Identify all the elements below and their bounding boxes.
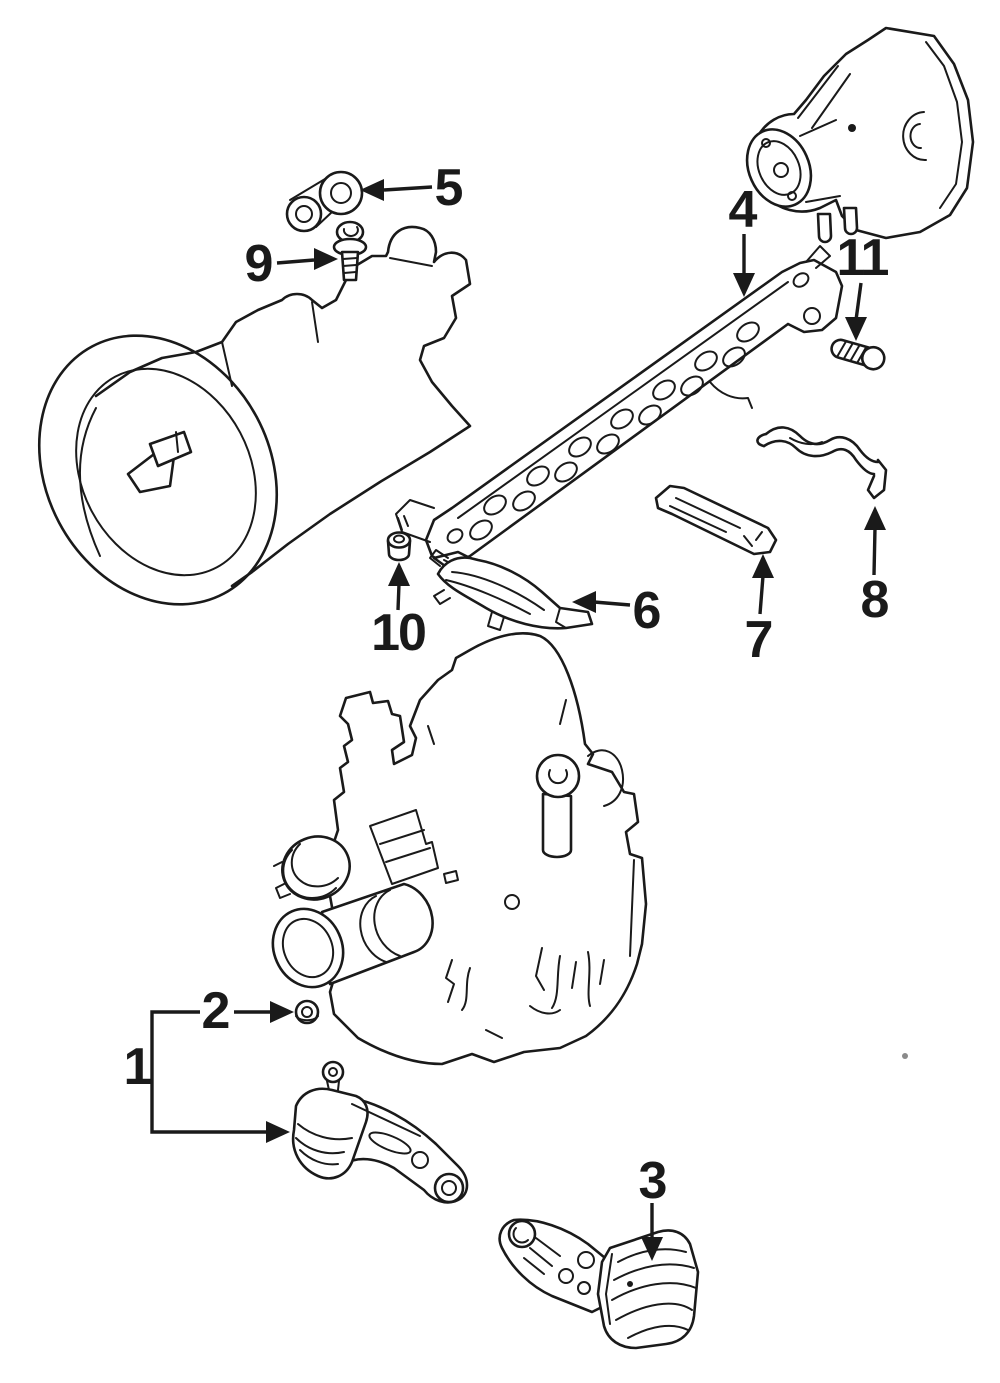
callout-2: [202, 982, 294, 1040]
nut-part-10: [388, 533, 410, 561]
callout-8: [861, 506, 889, 629]
callout-3-number: 3: [638, 1152, 666, 1210]
callout-11-number: 11: [836, 229, 888, 287]
callout-6-number: 6: [632, 582, 660, 640]
callout-8-number: 8: [860, 571, 888, 629]
bolt-part-11: [829, 336, 887, 372]
callout-7: [745, 554, 774, 669]
rod-part-8: [757, 427, 886, 498]
differential-assembly: [735, 28, 973, 242]
engine-mount-part-3: [500, 1220, 698, 1348]
callout-10: [371, 562, 425, 662]
callout-11: [837, 229, 889, 341]
bracket-part-7: [656, 486, 776, 554]
bracket-part-6: [430, 550, 592, 630]
engine-bolt: [537, 755, 579, 857]
callout-7-number: 7: [744, 611, 772, 669]
bolt-part-9: [334, 222, 366, 280]
callout-10-number: 10: [371, 604, 425, 662]
callout-9: [245, 235, 338, 293]
callout-2-number: 2: [201, 982, 229, 1040]
engine-pulleys: [261, 827, 433, 999]
engine-assembly: [261, 633, 646, 1064]
callout-4: [729, 181, 758, 297]
callout-4-number: 4: [728, 181, 756, 239]
nut-part-2: [296, 1001, 318, 1023]
callout-9-number: 9: [244, 235, 272, 293]
callout-5: [360, 159, 463, 217]
engine-mount-part-1: [293, 1062, 467, 1202]
callout-1-number: 1: [123, 1038, 151, 1096]
scan-artifact-dot: [902, 1053, 908, 1059]
callout-5-number: 5: [434, 159, 462, 217]
output-shaft: [128, 432, 191, 492]
